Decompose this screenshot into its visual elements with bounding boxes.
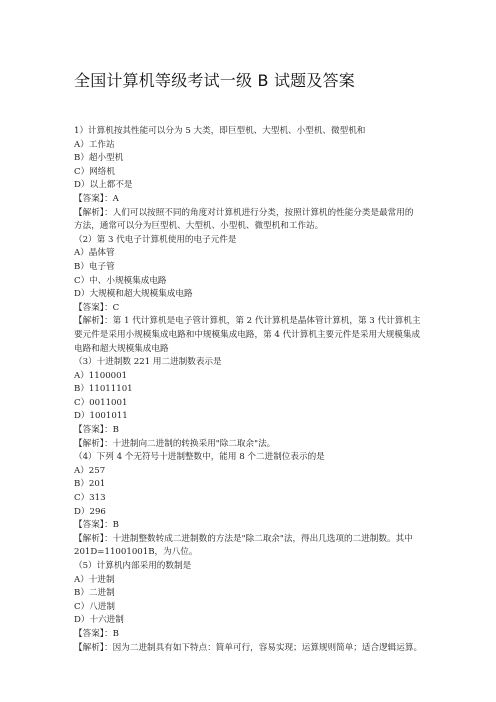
document-body (74, 125, 430, 655)
question-5-stem: （5）计算机内部采用的数制是 (74, 561, 192, 571)
question-2-explanation-line: 【解析】：第 1 代计算机是电子管计算机，第 2 代计算机是晶体管计算机，第 3 代计算机主 (74, 316, 421, 327)
question-4-answer: 【答案】：B (74, 520, 119, 531)
question-2-explanation-line: 要元件是采用小规模集成电路和中规模集成电路，第 4 代计算机主要元件是采用大规模集成 (74, 329, 421, 340)
question-4-stem: （4）下列 4 个无符号十进制整数中，能用 8 个二进制位表示的是 (74, 452, 325, 463)
question-1-explanation-line: 【解析】：人们可以按照不同的角度对计算机进行分类，按照计算机的性能分类是最常用的 (74, 207, 414, 218)
question-2-option-c: C）中、小规模集成电路 (74, 275, 167, 286)
question-3-option-b: B）11011101 (74, 384, 133, 395)
question-1-option-b: B）超小型机 (74, 153, 124, 164)
question-3-option-c: C）0011001 (74, 397, 128, 408)
question-2-option-a: A）晶体管 (74, 248, 115, 259)
question-2-option-d: D）大规模和超大规模集成电路 (74, 289, 193, 300)
question-2-option-b: B）电子管 (74, 261, 115, 272)
question-1-option-c: C）网络机 (74, 166, 115, 177)
question-3-answer: 【答案】：B (74, 425, 119, 436)
question-4-option-c: C）313 (74, 493, 106, 504)
question-2-explanation-line: 电路和超大规模集成电路 (74, 343, 169, 354)
question-3-option-a: A）1100001 (74, 370, 128, 381)
question-1-stem: 1）计算机按其性能可以分为 5 大类，即巨型机、大型机、小型机、微型机和 (74, 126, 366, 136)
question-4-option-b: B）201 (74, 479, 106, 490)
question-5-explanation-line: 【解析】：因为二进制具有如下特点：简单可行，容易实现；运算规则简单；适合逻辑运算。 (74, 642, 423, 653)
question-2-answer: 【答案】：C (74, 302, 120, 313)
question-5-answer: 【答案】：B (74, 628, 119, 639)
document-title: 全国计算机等级考试一级 B 试题及答案 (74, 71, 355, 90)
question-4-option-d: D）296 (74, 506, 106, 517)
question-4-explanation-line: 201D=11001001B，为八位。 (74, 547, 198, 558)
question-5-option-c: C）八进制 (74, 601, 115, 612)
question-4-explanation-line: 【解析】：十进制整数转成二进制数的方法是"除二取余"法，得出几选项的二进制数。其中 (74, 533, 413, 544)
question-5-option-b: B）二进制 (74, 588, 115, 599)
question-1-explanation-line: 方法，通常可以分为巨型机、大型机、小型机、微型机和工作站。 (74, 221, 324, 232)
question-5-option-a: A）十进制 (74, 574, 115, 585)
question-3-option-d: D）1001011 (74, 411, 128, 422)
question-3-explanation-line: 【解析】：十进制向二进制的转换采用"除二取余"法。 (74, 438, 276, 449)
question-1-option-a: A）工作站 (74, 139, 115, 150)
question-1-answer: 【答案】：A (74, 193, 119, 204)
question-5-option-d: D）十六进制 (74, 615, 124, 626)
question-3-stem: （3）十进制数 221 用二进制数表示是 (74, 357, 222, 368)
question-4-option-a: A）257 (74, 465, 106, 476)
question-1-option-d: D）以上都不是 (74, 180, 133, 191)
question-2-stem: （2）第 3 代电子计算机使用的电子元件是 (74, 234, 237, 245)
